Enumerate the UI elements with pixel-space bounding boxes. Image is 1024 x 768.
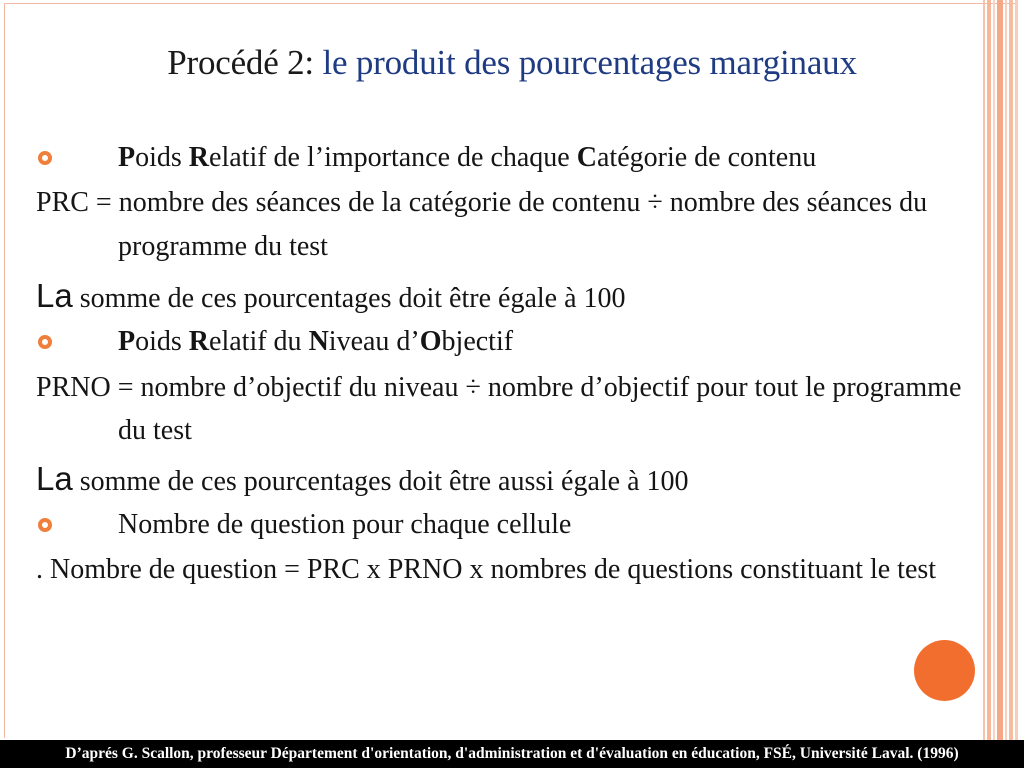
nombre-question-formula: . Nombre de question = PRC x PRNO x nombres de questions constituant le test xyxy=(36,554,937,585)
prno-definition: PRNO = nombre d’objectif du niveau ÷ nombre d’objectif pour tout le programme du test xyxy=(36,372,962,446)
initial-r: R xyxy=(188,326,210,357)
text-oids: oids xyxy=(135,326,189,357)
la-word: La xyxy=(36,460,73,497)
bullet-icon xyxy=(38,151,52,165)
title-prefix: Procédé 2: xyxy=(167,43,323,82)
initial-n: N xyxy=(308,326,329,357)
text-ategorie: atégorie de contenu xyxy=(596,142,817,173)
bullet-nombre-question xyxy=(36,505,966,545)
decorative-stripes xyxy=(982,0,1024,740)
bullet-poids-relatif-niveau xyxy=(36,322,966,362)
text-oids: oids xyxy=(135,142,189,173)
prc-definition: PRC = nombre des séances de la catégorie de contenu ÷ nombre des séances du programme du test xyxy=(36,187,928,262)
text-iveau: iveau d’ xyxy=(328,326,420,357)
la-rest: somme de ces pourcentages doit être aussi égale à 100 xyxy=(72,466,689,497)
bullet3-text: Nombre de question pour chaque cellule xyxy=(118,509,572,540)
la-word: La xyxy=(36,277,73,314)
footer-citation: D’aprés G. Scallon, professeur Département d'orientation, d'administration et d'évaluation en éducation, FSÉ, Université Laval. (1996) xyxy=(0,740,1024,768)
slide-title xyxy=(0,38,1024,88)
bullet-poids-relatif-categorie xyxy=(36,138,966,178)
initial-r: R xyxy=(188,142,210,173)
title-accent: le produit des pourcentages marginaux xyxy=(322,43,857,82)
la-somme-aussi-100-line xyxy=(36,450,966,511)
bullet-icon xyxy=(38,518,52,532)
text-elatif: elatif du xyxy=(209,326,309,357)
initial-p: P xyxy=(118,326,136,357)
slide-body xyxy=(36,138,966,591)
initial-c: C xyxy=(576,142,597,173)
la-rest: somme de ces pourcentages doit être égale à 100 xyxy=(72,283,626,314)
text-bjectif: bjectif xyxy=(441,326,514,357)
decorative-circle xyxy=(914,640,975,701)
la-somme-100-line xyxy=(36,267,966,328)
initial-p: P xyxy=(118,142,136,173)
bullet-icon xyxy=(38,335,52,349)
text-elatif: elatif de l’importance de chaque xyxy=(209,142,577,173)
initial-o: O xyxy=(419,326,442,357)
